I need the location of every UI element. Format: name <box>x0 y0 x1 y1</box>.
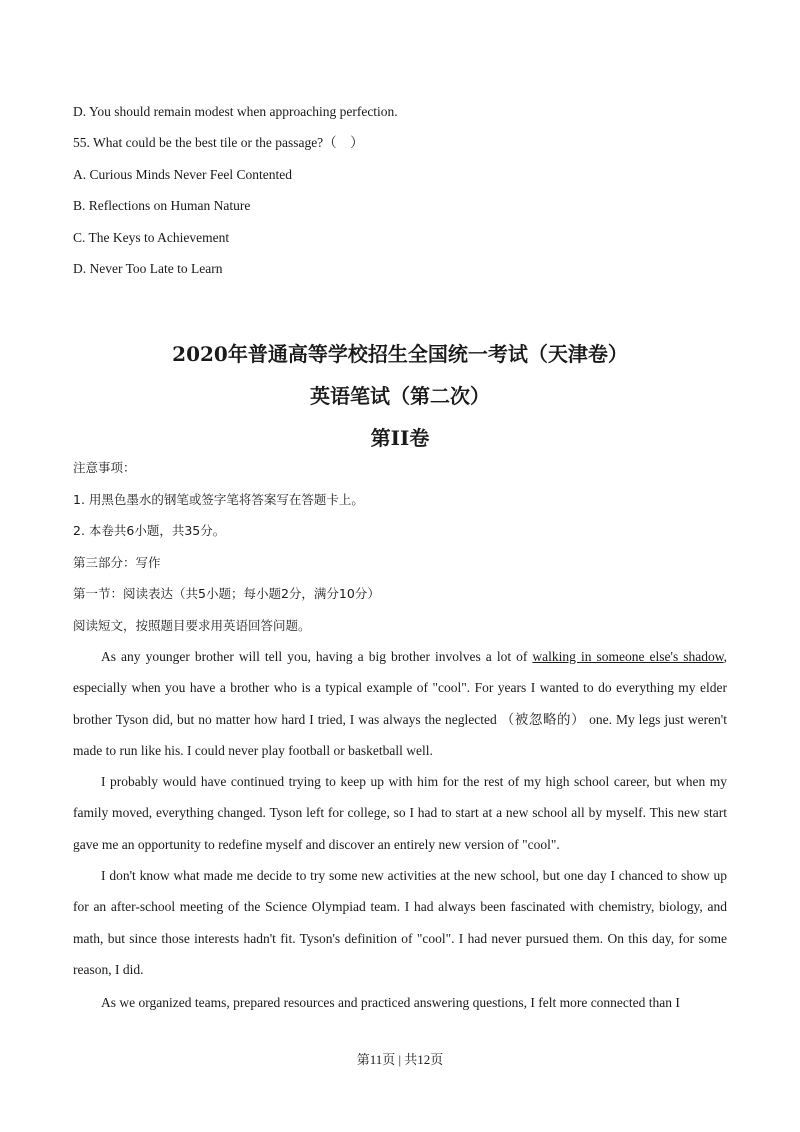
p1-text-start: As any younger brother will tell you, having a big brother involves a lot of <box>101 649 533 664</box>
instruction: 阅读短文，按照题目要求用英语回答问题。 <box>73 618 311 633</box>
page-footer: 第11页 | 共12页 <box>356 1052 444 1067</box>
passage-paragraph-2: I probably would have continued trying to keep up with him for the rest of my high school career, but when my family moved, everything changed. Tyson left for college, so I had to start at a new school all by myself. This new start gave me an opportunity to redefine myself and discover an entirely new version of "cool". <box>73 774 727 852</box>
passage-paragraph-4: As we organized teams, prepared resources and practiced answering questions, I felt more connected than I <box>101 995 680 1010</box>
part-heading: 第三部分：写作 <box>73 555 161 570</box>
exam-subtitle: 英语笔试（第二次） <box>310 384 490 408</box>
exam-volume: 第II卷 <box>370 426 430 450</box>
question-55: 55. What could be the best tile or the passage?（ ） <box>73 135 364 150</box>
p1-text-end: , especially when you have a brother who is a typical example of "cool". For years I wanted to do everything my elder brother Tyson did, but no matter how hard I tried, I was always the neglected （被忽略的） one. My legs just weren't made to run like his. I could never play football or basketball well. <box>73 649 727 758</box>
notes-heading: 注意事项： <box>73 460 136 475</box>
exam-title: 2020年普通高等学校招生全国统一考试（天津卷） <box>172 342 628 366</box>
p1-underlined-phrase: walking in someone else's shadow <box>532 649 724 664</box>
option-d-55: D. Never Too Late to Learn <box>73 261 223 276</box>
option-d-54: D. You should remain modest when approaching perfection. <box>73 104 398 119</box>
passage-paragraph-3: I don't know what made me decide to try some new activities at the new school, but one day I chanced to show up for an after-school meeting of the Science Olympiad team. I had always been fascinated with chemistry, biology, and math, but since those interests hadn't fit. Tyson's definition of "cool". I had never pursued them. On this day, for some reason, I did. <box>73 868 727 977</box>
passage-paragraph-1 <box>73 641 727 766</box>
option-b-55: B. Reflections on Human Nature <box>73 198 251 213</box>
note-2: 2. 本卷共6小题，共35分。 <box>73 523 226 538</box>
option-c-55: C. The Keys to Achievement <box>73 230 230 245</box>
option-a-55: A. Curious Minds Never Feel Contented <box>73 167 292 182</box>
note-1: 1. 用黑色墨水的钢笔或签字笔将答案写在答题卡上。 <box>73 492 364 507</box>
section-heading: 第一节：阅读表达（共5小题；每小题2分，满分10分） <box>73 586 380 601</box>
